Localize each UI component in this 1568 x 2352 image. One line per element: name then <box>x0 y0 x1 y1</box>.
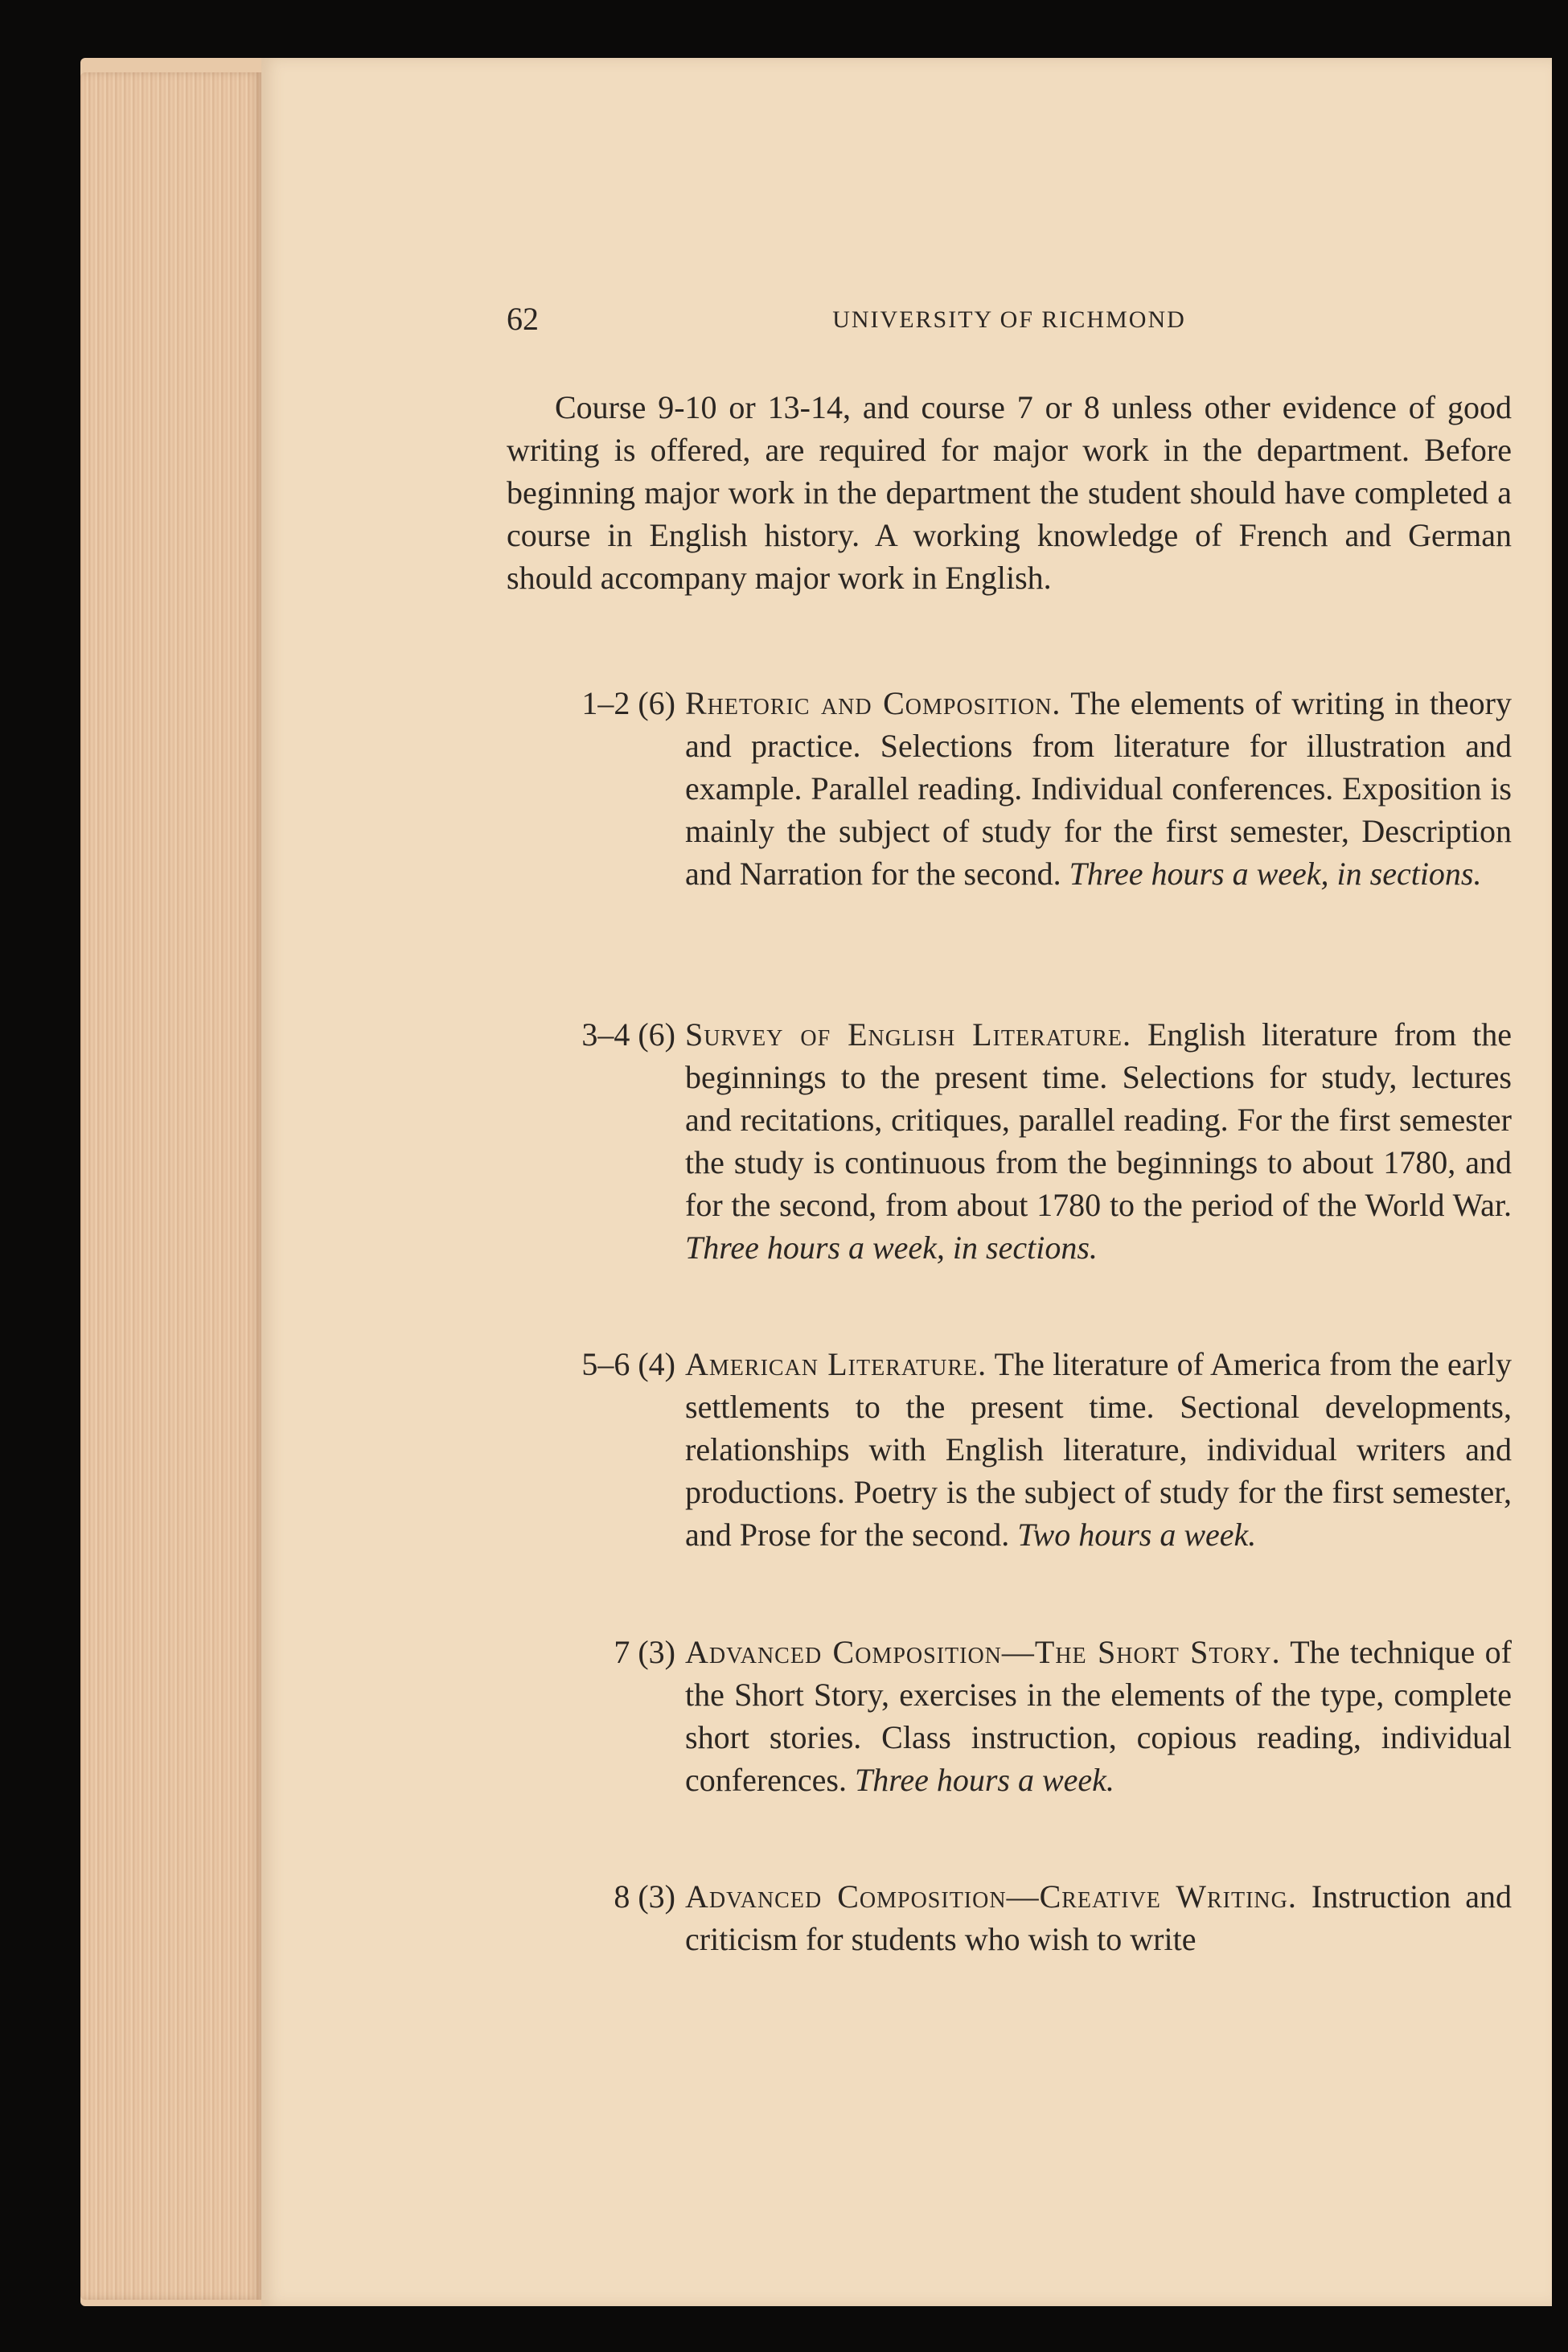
course-description <box>685 1343 1512 1556</box>
course-title: Advanced Composition—Creative Writing. <box>685 1878 1297 1915</box>
course-number: 5–6 (4) <box>581 1346 675 1382</box>
page-edges <box>80 72 261 2300</box>
course-text: Instruction and criticism for students who wish to write <box>685 1878 1512 1957</box>
course-number: 3–4 (6) <box>581 1016 675 1053</box>
course-text: English literature from the beginnings to the present time. Selections for study, lectures and recitations, critiques, parallel reading. For the first semester the study is continuous from the beginnings to about 1780, and for the second, from about 1780 to the period of the World War. <box>685 1016 1513 1223</box>
course-schedule: Three hours a week, in sections. <box>685 1229 1098 1266</box>
course-number: 1–2 (6) <box>581 685 675 721</box>
course-schedule: Three hours a week, in sections. <box>1069 856 1482 892</box>
course-description <box>685 1875 1512 1960</box>
course-title: Advanced Composition—The Short Story. <box>685 1634 1281 1670</box>
course-text: The elements of writing in theory and practice. Selections from literature for illustration and example. Parallel reading. Individual conferences. Exposition is mainly the subject of study for the first semester, Description and Narration for the second. <box>685 685 1513 892</box>
course-description <box>685 1013 1512 1269</box>
running-head <box>507 299 1512 339</box>
page-number: 62 <box>507 301 539 337</box>
course-title: Survey of English Literature. <box>685 1016 1132 1053</box>
course-title: Rhetoric and Composition. <box>685 685 1061 721</box>
running-head-title: UNIVERSITY OF RICHMOND <box>832 306 1186 333</box>
course-schedule: Two hours a week. <box>1017 1517 1257 1553</box>
course-number: 8 (3) <box>614 1878 675 1915</box>
course-text: The technique of the Short Story, exercises in the elements of the type, complete short stories. Class instruction, copious reading, individual conferences. <box>685 1634 1512 1798</box>
course-number: 7 (3) <box>614 1634 675 1670</box>
course-description <box>685 682 1512 895</box>
course-text: The literature of America from the early settlements to the present time. Sectional developments, relationships with English literature, individual writers and productions. Poetry is the subject of study for the first semester, and Prose for the second. <box>685 1346 1512 1553</box>
course-description <box>685 1631 1512 1801</box>
intro-paragraph: Course 9-10 or 13-14, and course 7 or 8 unless other evidence of good writing is offered, are required for major work in the department. Before beginning major work in the department the student should have completed a course in English history. A working knowledge of French and German should accompany major work in English. <box>507 389 1512 596</box>
course-title: American Literature. <box>685 1346 987 1382</box>
course-schedule: Three hours a week. <box>854 1762 1114 1798</box>
